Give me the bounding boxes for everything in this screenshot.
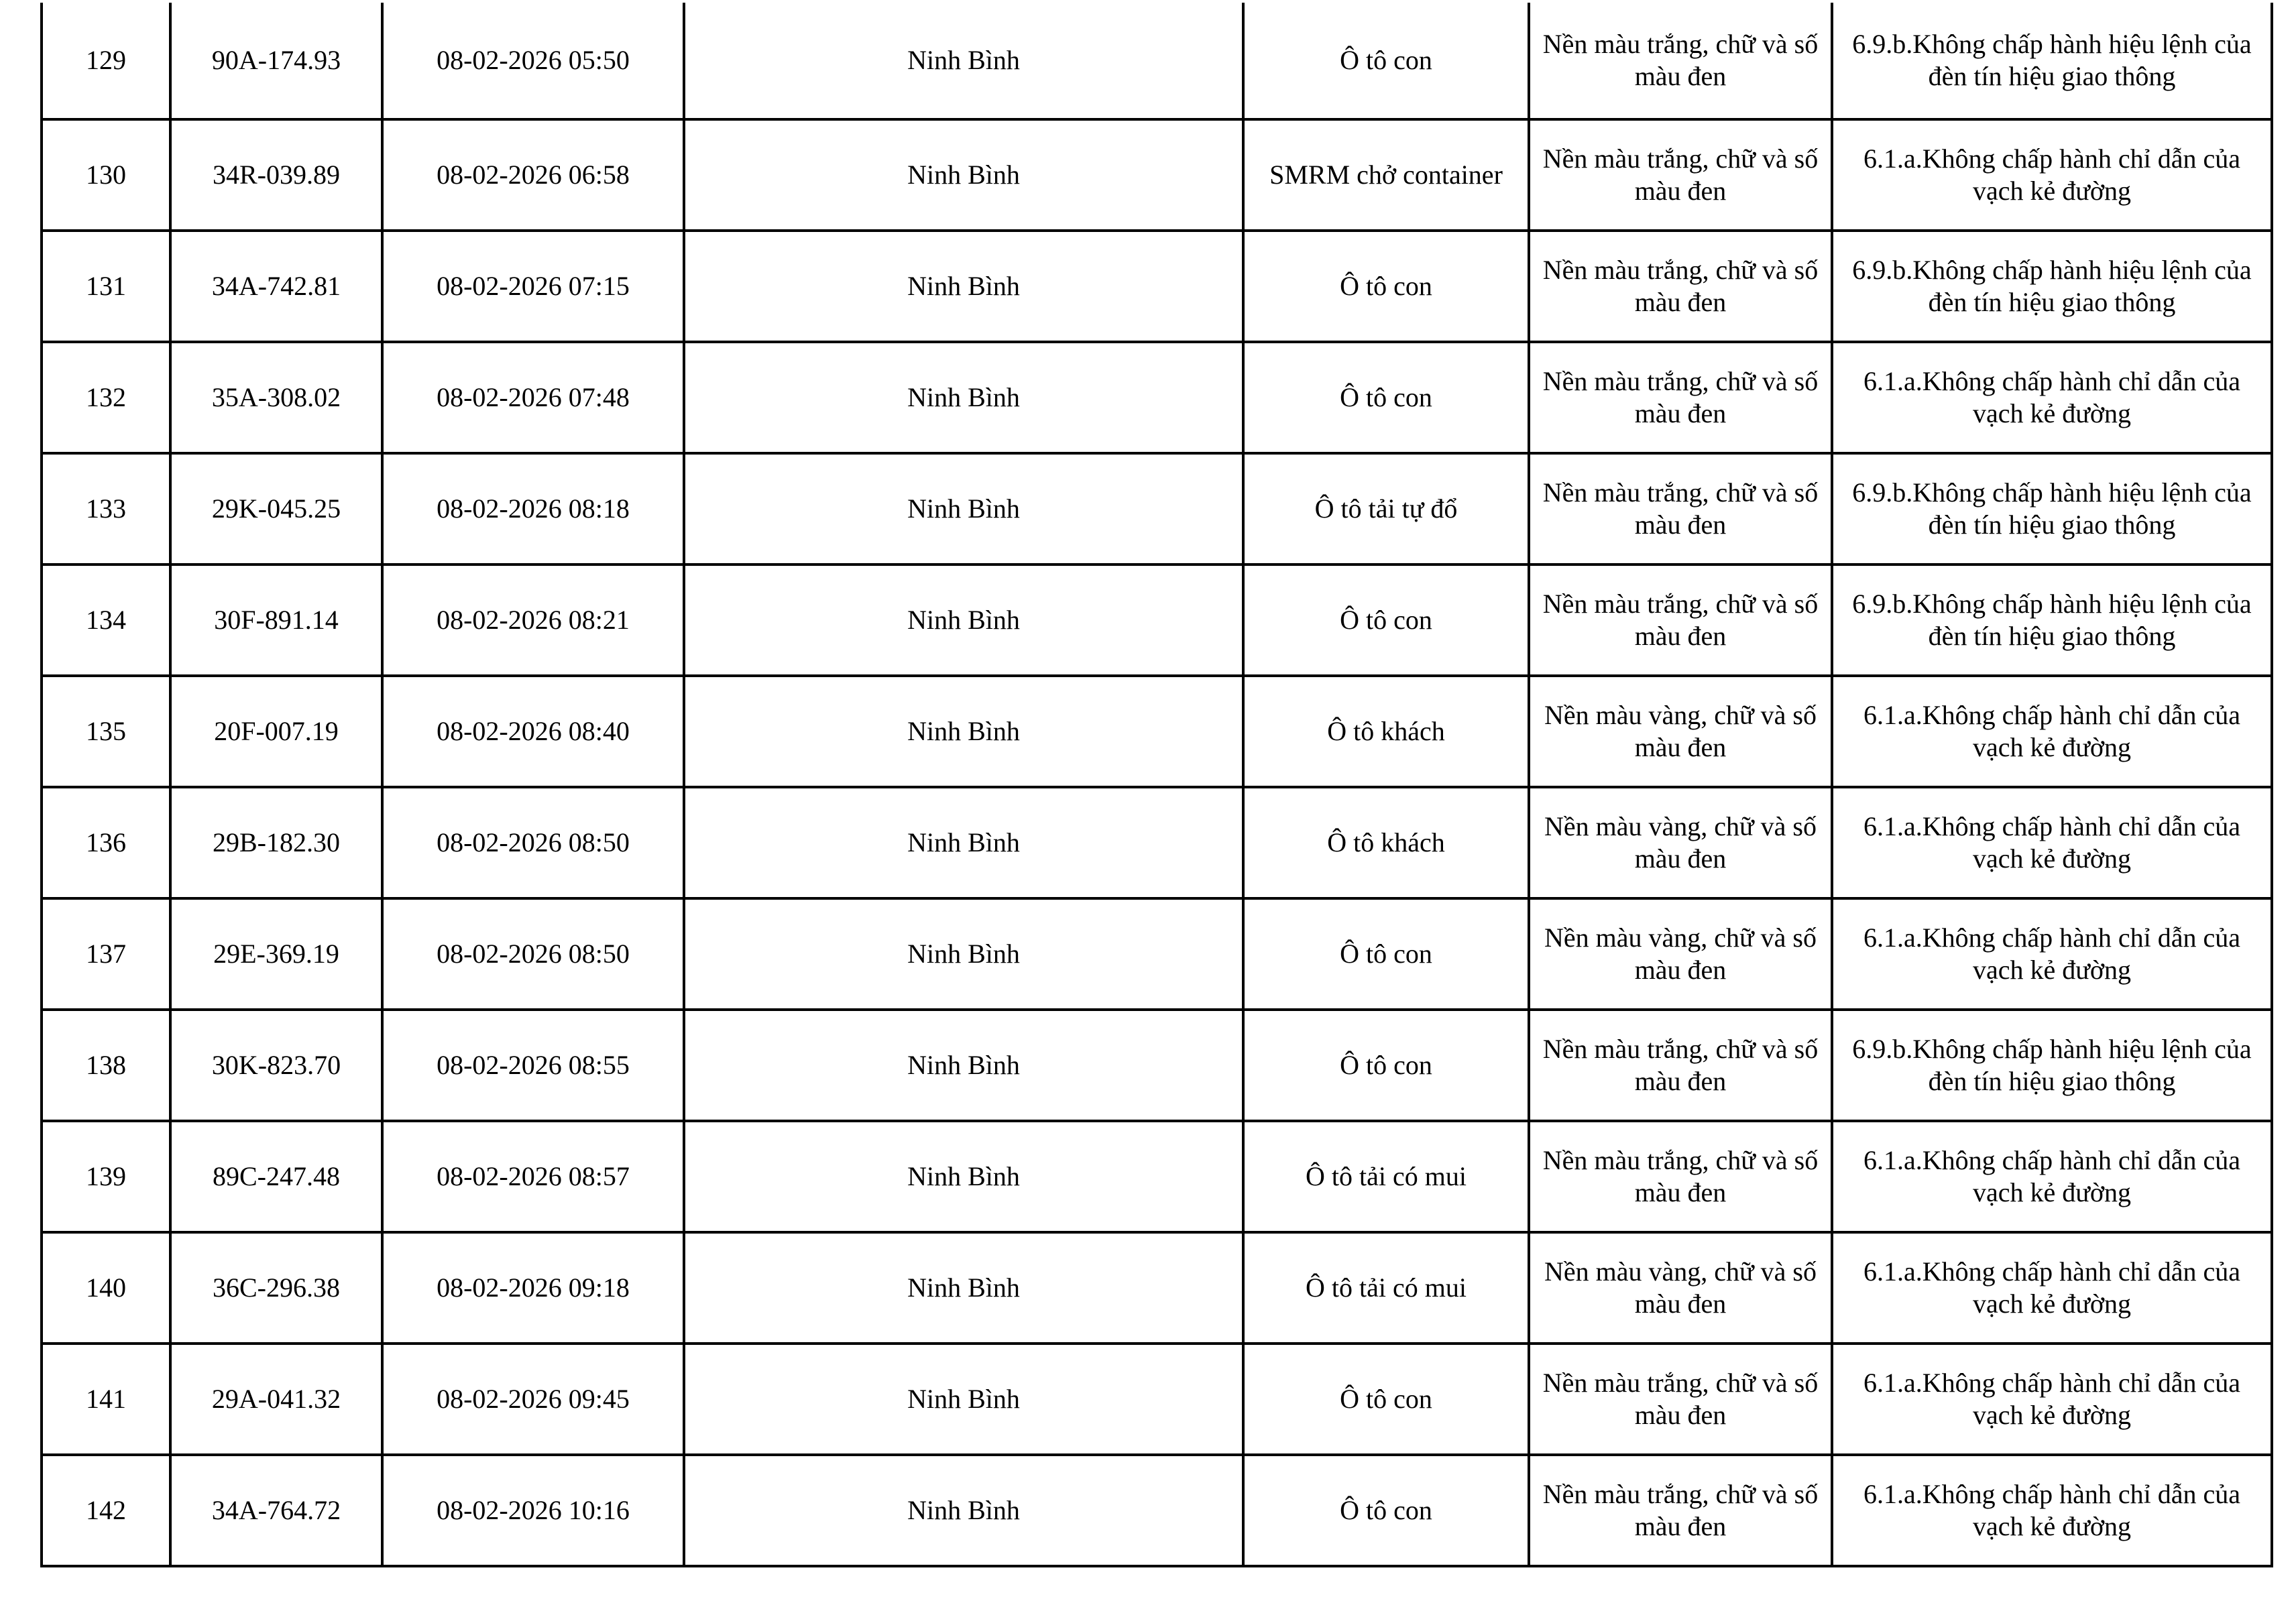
cell-stt: 142 (42, 1455, 170, 1566)
cell-violation: 6.1.a.Không chấp hành chỉ dẫn của vạch kẻ đường (1832, 342, 2272, 453)
cell-location: Ninh Bình (684, 453, 1243, 564)
cell-time: 08-02-2026 08:18 (382, 453, 684, 564)
cell-plate-color: Nền màu trắng, chữ và số màu đen (1529, 1121, 1832, 1232)
cell-plate-color: Nền màu trắng, chữ và số màu đen (1529, 1344, 1832, 1455)
cell-time: 08-02-2026 08:55 (382, 1010, 684, 1121)
cell-vehicle-type: Ô tô con (1243, 342, 1529, 453)
cell-location: Ninh Bình (684, 898, 1243, 1010)
table-row (42, 1455, 2272, 1566)
cell-vehicle-type: SMRM chở container (1243, 119, 1529, 231)
table-row (42, 3, 2272, 119)
table-row (42, 676, 2272, 787)
table-row (42, 1121, 2272, 1232)
cell-plate: 29A-041.32 (170, 1344, 382, 1455)
cell-plate: 89C-247.48 (170, 1121, 382, 1232)
cell-location: Ninh Bình (684, 3, 1243, 119)
cell-violation: 6.1.a.Không chấp hành chỉ dẫn của vạch kẻ đường (1832, 1121, 2272, 1232)
cell-violation: 6.1.a.Không chấp hành chỉ dẫn của vạch kẻ đường (1832, 676, 2272, 787)
cell-violation: 6.1.a.Không chấp hành chỉ dẫn của vạch kẻ đường (1832, 898, 2272, 1010)
table-row (42, 231, 2272, 342)
cell-violation: 6.1.a.Không chấp hành chỉ dẫn của vạch kẻ đường (1832, 787, 2272, 898)
cell-plate: 34A-764.72 (170, 1455, 382, 1566)
cell-violation: 6.9.b.Không chấp hành hiệu lệnh của đèn tín hiệu giao thông (1832, 564, 2272, 676)
cell-vehicle-type: Ô tô con (1243, 3, 1529, 119)
table-row (42, 898, 2272, 1010)
cell-stt: 136 (42, 787, 170, 898)
cell-location: Ninh Bình (684, 119, 1243, 231)
table-row (42, 787, 2272, 898)
cell-violation: 6.1.a.Không chấp hành chỉ dẫn của vạch kẻ đường (1832, 1344, 2272, 1455)
violations-table-body (42, 3, 2272, 1566)
cell-violation: 6.9.b.Không chấp hành hiệu lệnh của đèn tín hiệu giao thông (1832, 453, 2272, 564)
table-row (42, 1232, 2272, 1344)
cell-stt: 129 (42, 3, 170, 119)
cell-plate-color: Nền màu trắng, chữ và số màu đen (1529, 119, 1832, 231)
cell-plate: 30F-891.14 (170, 564, 382, 676)
cell-plate-color: Nền màu trắng, chữ và số màu đen (1529, 342, 1832, 453)
cell-plate-color: Nền màu vàng, chữ và số màu đen (1529, 898, 1832, 1010)
cell-plate-color: Nền màu trắng, chữ và số màu đen (1529, 231, 1832, 342)
cell-plate: 90A-174.93 (170, 3, 382, 119)
cell-location: Ninh Bình (684, 1121, 1243, 1232)
cell-stt: 137 (42, 898, 170, 1010)
cell-location: Ninh Bình (684, 676, 1243, 787)
cell-plate: 20F-007.19 (170, 676, 382, 787)
cell-time: 08-02-2026 07:48 (382, 342, 684, 453)
table-row (42, 342, 2272, 453)
cell-violation: 6.1.a.Không chấp hành chỉ dẫn của vạch kẻ đường (1832, 1455, 2272, 1566)
cell-vehicle-type: Ô tô tải có mui (1243, 1232, 1529, 1344)
cell-plate-color: Nền màu vàng, chữ và số màu đen (1529, 676, 1832, 787)
cell-vehicle-type: Ô tô khách (1243, 787, 1529, 898)
cell-violation: 6.9.b.Không chấp hành hiệu lệnh của đèn tín hiệu giao thông (1832, 1010, 2272, 1121)
cell-stt: 133 (42, 453, 170, 564)
cell-violation: 6.1.a.Không chấp hành chỉ dẫn của vạch kẻ đường (1832, 1232, 2272, 1344)
cell-stt: 135 (42, 676, 170, 787)
cell-stt: 134 (42, 564, 170, 676)
cell-plate-color: Nền màu trắng, chữ và số màu đen (1529, 3, 1832, 119)
cell-vehicle-type: Ô tô con (1243, 898, 1529, 1010)
cell-vehicle-type: Ô tô con (1243, 1010, 1529, 1121)
cell-plate: 29B-182.30 (170, 787, 382, 898)
cell-vehicle-type: Ô tô tải có mui (1243, 1121, 1529, 1232)
cell-location: Ninh Bình (684, 564, 1243, 676)
cell-time: 08-02-2026 08:21 (382, 564, 684, 676)
cell-vehicle-type: Ô tô con (1243, 1344, 1529, 1455)
cell-plate: 34A-742.81 (170, 231, 382, 342)
cell-plate: 34R-039.89 (170, 119, 382, 231)
table-row (42, 1344, 2272, 1455)
cell-stt: 139 (42, 1121, 170, 1232)
cell-vehicle-type: Ô tô con (1243, 1455, 1529, 1566)
cell-time: 08-02-2026 09:18 (382, 1232, 684, 1344)
cell-violation: 6.9.b.Không chấp hành hiệu lệnh của đèn tín hiệu giao thông (1832, 231, 2272, 342)
cell-plate-color: Nền màu trắng, chữ và số màu đen (1529, 564, 1832, 676)
cell-time: 08-02-2026 06:58 (382, 119, 684, 231)
cell-vehicle-type: Ô tô con (1243, 231, 1529, 342)
cell-location: Ninh Bình (684, 1010, 1243, 1121)
cell-location: Ninh Bình (684, 1455, 1243, 1566)
cell-vehicle-type: Ô tô khách (1243, 676, 1529, 787)
cell-time: 08-02-2026 08:50 (382, 787, 684, 898)
cell-time: 08-02-2026 10:16 (382, 1455, 684, 1566)
cell-location: Ninh Bình (684, 231, 1243, 342)
cell-stt: 140 (42, 1232, 170, 1344)
table-row (42, 119, 2272, 231)
table-row (42, 453, 2272, 564)
cell-plate: 30K-823.70 (170, 1010, 382, 1121)
cell-time: 08-02-2026 07:15 (382, 231, 684, 342)
violations-table (40, 3, 2273, 1567)
cell-plate: 29E-369.19 (170, 898, 382, 1010)
table-row (42, 564, 2272, 676)
cell-plate: 29K-045.25 (170, 453, 382, 564)
cell-stt: 131 (42, 231, 170, 342)
cell-plate-color: Nền màu vàng, chữ và số màu đen (1529, 787, 1832, 898)
cell-violation: 6.9.b.Không chấp hành hiệu lệnh của đèn tín hiệu giao thông (1832, 3, 2272, 119)
cell-plate: 36C-296.38 (170, 1232, 382, 1344)
cell-time: 08-02-2026 08:50 (382, 898, 684, 1010)
table-row (42, 1010, 2272, 1121)
cell-location: Ninh Bình (684, 1344, 1243, 1455)
cell-plate-color: Nền màu vàng, chữ và số màu đen (1529, 1232, 1832, 1344)
cell-location: Ninh Bình (684, 787, 1243, 898)
cell-time: 08-02-2026 08:57 (382, 1121, 684, 1232)
cell-stt: 141 (42, 1344, 170, 1455)
cell-time: 08-02-2026 08:40 (382, 676, 684, 787)
cell-plate-color: Nền màu trắng, chữ và số màu đen (1529, 453, 1832, 564)
cell-vehicle-type: Ô tô con (1243, 564, 1529, 676)
cell-plate-color: Nền màu trắng, chữ và số màu đen (1529, 1010, 1832, 1121)
cell-time: 08-02-2026 09:45 (382, 1344, 684, 1455)
cell-time: 08-02-2026 05:50 (382, 3, 684, 119)
cell-stt: 132 (42, 342, 170, 453)
cell-location: Ninh Bình (684, 1232, 1243, 1344)
cell-stt: 130 (42, 119, 170, 231)
cell-violation: 6.1.a.Không chấp hành chỉ dẫn của vạch kẻ đường (1832, 119, 2272, 231)
cell-plate-color: Nền màu trắng, chữ và số màu đen (1529, 1455, 1832, 1566)
cell-plate: 35A-308.02 (170, 342, 382, 453)
cell-stt: 138 (42, 1010, 170, 1121)
cell-vehicle-type: Ô tô tải tự đổ (1243, 453, 1529, 564)
cell-location: Ninh Bình (684, 342, 1243, 453)
